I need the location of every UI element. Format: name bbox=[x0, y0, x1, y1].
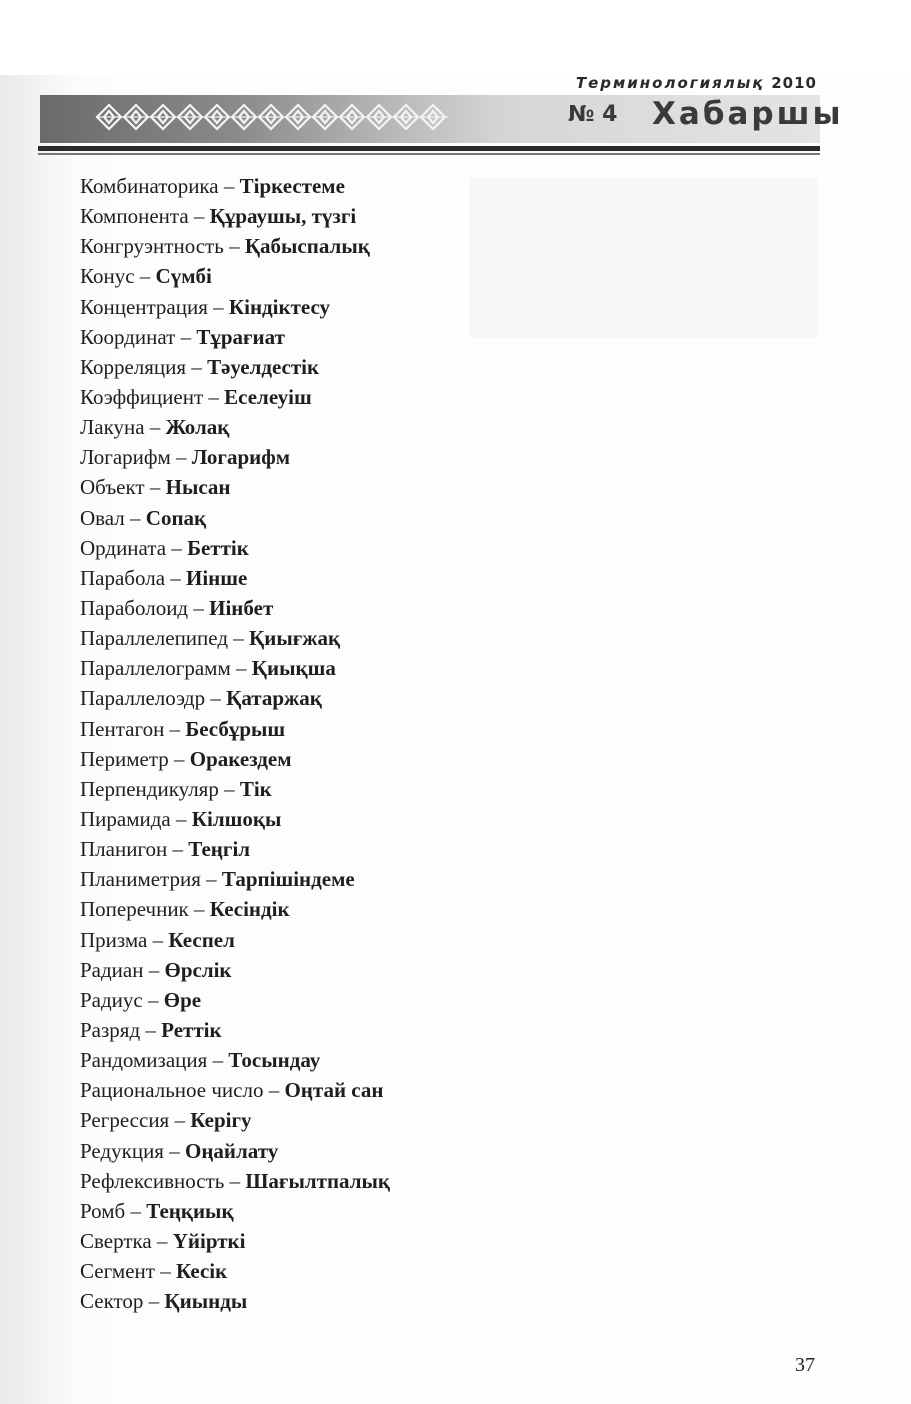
term-russian: Радиан bbox=[80, 957, 144, 982]
term-separator: – bbox=[193, 595, 204, 620]
term-separator: – bbox=[212, 1048, 224, 1073]
glossary-entry bbox=[80, 683, 390, 713]
term-separator: – bbox=[169, 716, 181, 741]
glossary-entry bbox=[80, 503, 390, 533]
term-separator: – bbox=[149, 475, 161, 500]
term-russian: Лакуна bbox=[80, 415, 145, 440]
glossary-entry bbox=[80, 231, 390, 261]
glossary-entry bbox=[80, 955, 390, 985]
term-kazakh: Оракездем bbox=[189, 746, 292, 771]
glossary-entry bbox=[80, 925, 390, 955]
glossary-entry bbox=[80, 1075, 390, 1105]
term-russian: Логарифм bbox=[80, 445, 171, 470]
term-kazakh: Өрслік bbox=[164, 957, 232, 982]
term-kazakh: Тік bbox=[239, 776, 272, 801]
term-separator: – bbox=[268, 1078, 280, 1103]
term-kazakh: Қиынды bbox=[164, 1289, 248, 1314]
term-kazakh: Беттік bbox=[187, 535, 249, 560]
term-kazakh: Кеспел bbox=[168, 927, 235, 952]
glossary-entry bbox=[80, 653, 390, 683]
term-russian: Призма bbox=[80, 927, 148, 952]
term-russian: Перпендикуляр bbox=[80, 776, 219, 801]
journal-year: 2010 bbox=[771, 74, 817, 92]
term-russian: Параллелограмм bbox=[80, 656, 231, 681]
term-kazakh: Жолақ bbox=[165, 415, 230, 440]
glossary-entry bbox=[80, 985, 390, 1015]
term-russian: Коэффициент bbox=[80, 384, 204, 409]
term-separator: – bbox=[233, 626, 244, 651]
glossary-entry bbox=[80, 1045, 390, 1075]
glossary-entry bbox=[80, 171, 390, 201]
term-separator: – bbox=[130, 1198, 141, 1223]
term-russian: Компонента bbox=[80, 204, 189, 229]
term-separator: – bbox=[172, 837, 184, 862]
term-russian: Рефлексивность bbox=[80, 1168, 225, 1193]
term-separator: – bbox=[176, 445, 187, 470]
glossary-entry bbox=[80, 533, 390, 563]
term-russian: Редукция bbox=[80, 1138, 164, 1163]
term-kazakh: Кесік bbox=[175, 1259, 228, 1284]
glossary-entry bbox=[80, 593, 390, 623]
glossary-entry bbox=[80, 1136, 390, 1166]
term-russian: Параллелоэдр bbox=[80, 686, 206, 711]
glossary-entry bbox=[80, 472, 390, 502]
term-separator: – bbox=[176, 806, 187, 831]
top-margin bbox=[0, 0, 911, 75]
header-rule-thin bbox=[38, 153, 820, 155]
term-russian: Ромб bbox=[80, 1198, 126, 1223]
term-kazakh: Қиықша bbox=[251, 656, 336, 681]
glossary-entry bbox=[80, 894, 390, 924]
term-separator: – bbox=[191, 354, 202, 379]
term-kazakh: Өре bbox=[163, 987, 202, 1012]
header-rule-thick bbox=[38, 146, 820, 151]
term-kazakh: Сүмбі bbox=[155, 264, 212, 289]
term-russian: Планиметрия bbox=[80, 867, 201, 892]
glossary-entry bbox=[80, 322, 390, 352]
glossary-entry bbox=[80, 623, 390, 653]
term-kazakh: Кіндіктесу bbox=[228, 294, 331, 319]
term-separator: – bbox=[206, 867, 217, 892]
term-separator: – bbox=[156, 1228, 168, 1253]
term-russian: Конус bbox=[80, 264, 135, 289]
glossary-list bbox=[80, 171, 390, 1316]
glossary-entry bbox=[80, 864, 390, 894]
ornament-icon bbox=[95, 100, 450, 134]
term-separator: – bbox=[210, 686, 221, 711]
term-separator: – bbox=[130, 505, 141, 530]
glossary-entry bbox=[80, 382, 390, 412]
term-kazakh: Керігу bbox=[190, 1108, 252, 1133]
term-russian: Парабола bbox=[80, 565, 166, 590]
glossary-entry bbox=[80, 714, 390, 744]
term-kazakh: Қиығжақ bbox=[249, 626, 341, 651]
term-separator: – bbox=[229, 234, 240, 259]
term-russian: Сегмент bbox=[80, 1259, 155, 1284]
term-russian: Объект bbox=[80, 475, 145, 500]
glossary-entry bbox=[80, 1256, 390, 1286]
term-russian: Периметр bbox=[80, 746, 169, 771]
term-russian: Координат bbox=[80, 324, 176, 349]
glossary-entry bbox=[80, 1196, 390, 1226]
term-russian: Комбинаторика bbox=[80, 174, 219, 198]
term-separator: – bbox=[148, 987, 159, 1012]
term-separator: – bbox=[194, 897, 205, 922]
term-russian: Рациональное число bbox=[80, 1078, 264, 1103]
term-separator: – bbox=[139, 264, 151, 289]
term-russian: Свертка bbox=[80, 1228, 152, 1253]
term-separator: – bbox=[208, 384, 219, 409]
term-russian: Пирамида bbox=[80, 806, 171, 831]
term-kazakh: Сопақ bbox=[145, 505, 207, 530]
term-kazakh: Реттік bbox=[161, 1017, 222, 1042]
term-kazakh: Иінбет bbox=[209, 595, 274, 620]
show-through-shading bbox=[470, 178, 818, 338]
term-separator: – bbox=[148, 957, 160, 982]
glossary-entry bbox=[80, 774, 390, 804]
term-separator: – bbox=[145, 1017, 156, 1042]
term-russian: Корреляция bbox=[80, 354, 187, 379]
glossary-entry bbox=[80, 412, 390, 442]
term-kazakh: Кілшоқы bbox=[191, 806, 282, 831]
journal-word: Терминологиялық bbox=[575, 74, 765, 92]
term-kazakh: Иінше bbox=[186, 565, 248, 590]
term-russian: Пентагон bbox=[80, 716, 165, 741]
term-russian: Ордината bbox=[80, 535, 167, 560]
term-kazakh: Тұрағиат bbox=[196, 324, 285, 349]
term-separator: – bbox=[149, 415, 161, 440]
term-kazakh: Құраушы, түзгі bbox=[209, 204, 357, 229]
glossary-entry bbox=[80, 834, 390, 864]
term-kazakh: Еселеуіш bbox=[224, 384, 312, 409]
term-separator: – bbox=[170, 565, 181, 590]
term-russian: Конгруэнтность bbox=[80, 234, 224, 259]
term-separator: – bbox=[180, 324, 192, 349]
term-russian: Параллелепипед bbox=[80, 626, 229, 651]
term-separator: – bbox=[193, 204, 205, 229]
term-russian: Планигон bbox=[80, 837, 168, 862]
term-separator: – bbox=[236, 656, 247, 681]
glossary-entry bbox=[80, 261, 390, 291]
term-kazakh: Бесбұрыш bbox=[185, 716, 286, 741]
term-kazakh: Тәуелдестік bbox=[207, 354, 320, 379]
term-separator: – bbox=[174, 746, 185, 771]
journal-title: Хабаршы bbox=[652, 96, 844, 132]
term-separator: – bbox=[224, 776, 235, 801]
term-russian: Радиус bbox=[80, 987, 143, 1012]
glossary-entry bbox=[80, 201, 390, 231]
term-kazakh: Қатаржақ bbox=[226, 686, 322, 711]
term-kazakh: Тосындау bbox=[228, 1048, 321, 1073]
term-separator: – bbox=[213, 294, 224, 319]
term-kazakh: Үйірткі bbox=[172, 1228, 246, 1253]
glossary-entry bbox=[80, 1105, 390, 1135]
term-kazakh: Шағылтпалық bbox=[245, 1168, 391, 1193]
term-separator: – bbox=[160, 1259, 171, 1284]
term-kazakh: Қабыспалық bbox=[244, 234, 370, 259]
term-russian: Параболоид bbox=[80, 595, 189, 620]
term-kazakh: Теңқиық bbox=[146, 1198, 234, 1223]
term-separator: – bbox=[229, 1168, 241, 1193]
glossary-entry bbox=[80, 744, 390, 774]
glossary-entry bbox=[80, 1015, 390, 1045]
term-kazakh: Оңтай сан bbox=[284, 1078, 384, 1103]
term-kazakh: Кесіндік bbox=[209, 897, 290, 922]
term-separator: – bbox=[148, 1289, 160, 1314]
glossary-entry bbox=[80, 563, 390, 593]
term-russian: Овал bbox=[80, 505, 125, 530]
glossary-entry bbox=[80, 442, 390, 472]
glossary-entry bbox=[80, 1286, 390, 1316]
term-russian: Рандомизация bbox=[80, 1048, 208, 1073]
term-kazakh: Оңайлату bbox=[184, 1138, 279, 1163]
term-separator: – bbox=[223, 174, 235, 198]
term-kazakh: Тіркестеме bbox=[239, 174, 345, 198]
page-number: 37 bbox=[795, 1354, 815, 1376]
term-kazakh: Логарифм bbox=[191, 445, 291, 470]
glossary-entry bbox=[80, 1166, 390, 1196]
term-russian: Сектор bbox=[80, 1289, 144, 1314]
issue-number: № 4 bbox=[568, 102, 618, 127]
term-russian: Поперечник bbox=[80, 897, 189, 922]
glossary-entry bbox=[80, 1226, 390, 1256]
glossary-entry bbox=[80, 352, 390, 382]
term-kazakh: Нысан bbox=[165, 475, 231, 500]
glossary-entry bbox=[80, 292, 390, 322]
term-russian: Разряд bbox=[80, 1017, 141, 1042]
term-separator: – bbox=[169, 1138, 180, 1163]
term-separator: – bbox=[174, 1108, 185, 1133]
term-kazakh: Теңгіл bbox=[188, 837, 251, 862]
term-separator: – bbox=[152, 927, 164, 952]
term-separator: – bbox=[171, 535, 182, 560]
running-header bbox=[576, 74, 817, 92]
term-kazakh: Тарпішіндеме bbox=[221, 867, 355, 892]
term-russian: Регрессия bbox=[80, 1108, 170, 1133]
glossary-entry bbox=[80, 804, 390, 834]
term-russian: Концентрация bbox=[80, 294, 208, 319]
